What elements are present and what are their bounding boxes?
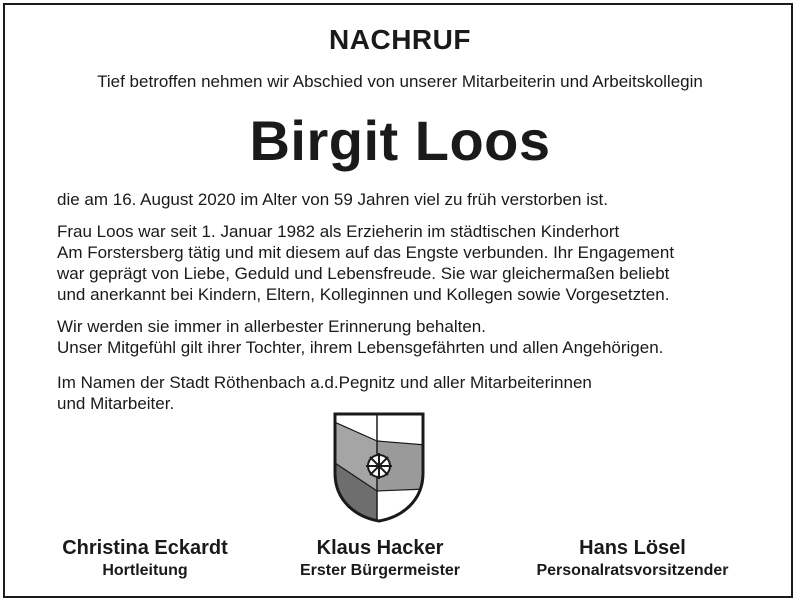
career-line: und anerkannt bei Kindern, Eltern, Kolleginnen und Kollegen sowie Vorgesetzten. [57, 285, 670, 304]
signatory-name: Christina Eckardt [62, 537, 228, 559]
signature-buergermeister [265, 536, 495, 582]
notice-title: NACHRUF [329, 24, 471, 55]
career-line: Am Forstersberg tätig und mit diesem auf das Engste verbunden. Ihr Engagement [57, 243, 675, 262]
signatory-role: Personalratsvorsitzender [536, 562, 729, 579]
career-line: Frau Loos war seit 1. Januar 1982 als Erzieherin im städtischen Kinderhort [57, 222, 620, 241]
on-behalf-paragraph [57, 372, 757, 414]
memory-paragraph [57, 316, 757, 358]
deceased-name: Birgit Loos [249, 109, 551, 172]
memory-line: Unser Mitgefühl gilt ihrer Tochter, ihrem Lebensgefährten und allen Angehörigen. [57, 338, 664, 357]
signatory-role: Erster Bürgermeister [299, 562, 461, 579]
signatory-name: Hans Lösel [579, 537, 686, 559]
career-line: war geprägt von Liebe, Geduld und Lebensfreude. Sie war gleichermaßen beliebt [57, 264, 670, 283]
on-behalf-line: Im Namen der Stadt Röthenbach a.d.Pegnitz und aller Mitarbeiterinnen [57, 373, 592, 392]
intro-text: Tief betroffen nehmen wir Abschied von unserer Mitarbeiterin und Arbeitskollegin [97, 72, 703, 91]
death-line: die am 16. August 2020 im Alter von 59 Jahren viel zu früh verstorben ist. [57, 190, 608, 209]
memory-line: Wir werden sie immer in allerbester Erinnerung behalten. [57, 317, 486, 336]
signatory-role: Hortleitung [102, 562, 188, 579]
signature-hortleitung [30, 536, 260, 582]
career-paragraph [57, 221, 757, 305]
signature-personalrat [500, 536, 765, 582]
on-behalf-line: und Mitarbeiter. [57, 394, 175, 413]
signatory-name: Klaus Hacker [316, 537, 444, 559]
coat-of-arms-icon [332, 411, 426, 523]
